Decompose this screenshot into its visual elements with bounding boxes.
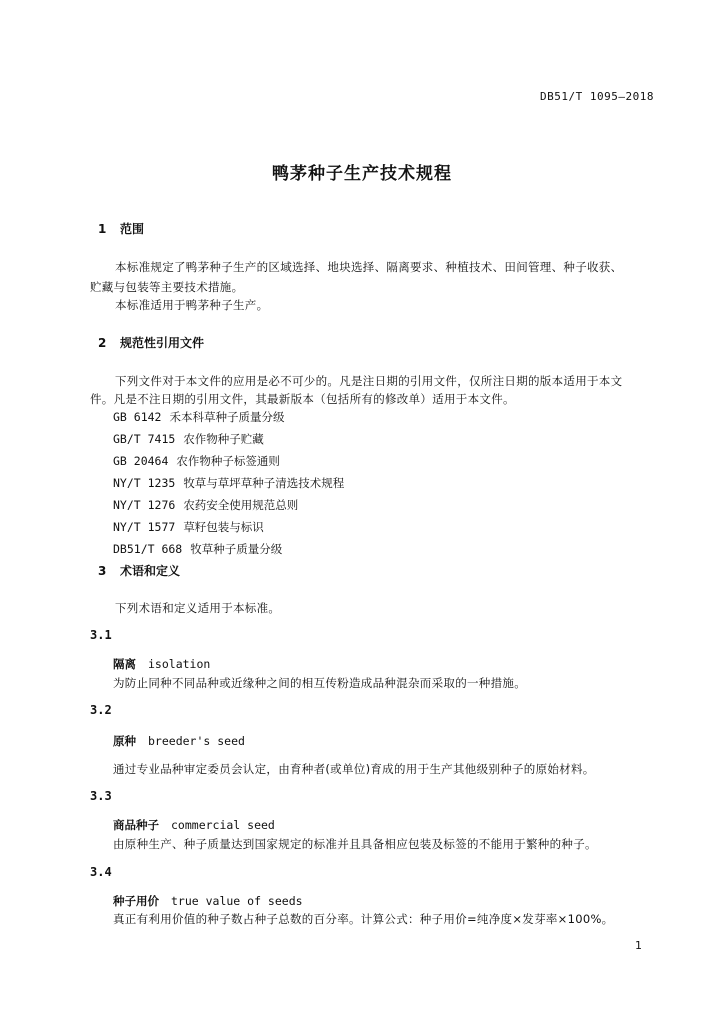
section-title: 规范性引用文件 — [120, 336, 205, 350]
term-number: 3.3 — [90, 789, 112, 803]
reference-name: 牧草与草坪草种子清选技术规程 — [183, 476, 345, 490]
document-title: 鸭茅种子生产技术规程 — [272, 164, 452, 184]
standard-code: DB51/T 1095—2018 — [540, 90, 654, 103]
term-english: true value of seeds — [171, 894, 303, 908]
section-1-paragraph-1-line-2: 贮藏与包装等主要技术措施。 — [90, 280, 244, 294]
reference-item — [113, 431, 264, 447]
term-english: isolation — [148, 657, 211, 671]
term-chinese: 种子用价 — [113, 894, 159, 908]
reference-item — [113, 475, 344, 491]
section-1-paragraph-2: 本标准适用于鸭茅种子生产。 — [115, 298, 269, 312]
reference-name: 农作物种子贮藏 — [183, 432, 264, 446]
term-definition: 为防止同种不同品种或近缘种之间的相互传粉造成品种混杂而采取的一种措施。 — [113, 676, 526, 690]
reference-code: GB 6142 — [113, 410, 162, 424]
reference-name: 禾本科草种子质量分级 — [169, 410, 285, 424]
reference-item — [113, 409, 284, 425]
reference-code: GB 20464 — [113, 454, 169, 468]
term-number: 3.1 — [90, 628, 112, 642]
term-english: commercial seed — [171, 818, 275, 832]
reference-name: 牧草种子质量分级 — [190, 542, 283, 556]
reference-name: 草籽包装与标识 — [183, 520, 264, 534]
section-2-paragraph-line-2: 件。凡是不注日期的引用文件，其最新版本（包括所有的修改单）适用于本文件。 — [90, 392, 515, 406]
reference-code: NY/T 1276 — [113, 498, 176, 512]
section-number: 2 — [98, 336, 107, 350]
section-number: 3 — [98, 564, 107, 578]
section-3-heading — [98, 562, 180, 579]
section-2-heading — [98, 334, 204, 351]
reference-code: DB51/T 668 — [113, 542, 183, 556]
reference-item — [113, 497, 298, 513]
term-definition: 通过专业品种审定委员会认定，由育种者(或单位)育成的用于生产其他级别种子的原始材料。 — [113, 762, 595, 776]
term-english: breeder's seed — [148, 734, 245, 748]
section-1-paragraph-1-line-1: 本标准规定了鸭茅种子生产的区域选择、地块选择、隔离要求、种植技术、田间管理、种子收获、 — [115, 260, 623, 274]
reference-code: NY/T 1235 — [113, 476, 176, 490]
reference-code: NY/T 1577 — [113, 520, 176, 534]
term-heading — [113, 733, 245, 749]
term-definition: 真正有利用价值的种子数占种子总数的百分率。计算公式：种子用价=纯净度×发芽率×100%。 — [113, 912, 614, 926]
section-2-paragraph-line-1: 下列文件对于本文件的应用是必不可少的。凡是注日期的引用文件，仅所注日期的版本适用于本文 — [115, 374, 623, 388]
section-3-intro: 下列术语和定义适用于本标准。 — [115, 601, 281, 615]
section-1-heading — [98, 220, 144, 237]
reference-item — [113, 541, 282, 557]
term-definition: 由原种生产、种子质量达到国家规定的标准并且具备相应包装及标签的不能用于繁种的种子。 — [113, 837, 597, 851]
section-number: 1 — [98, 222, 107, 236]
term-chinese: 商品种子 — [113, 818, 159, 832]
term-number: 3.2 — [90, 703, 112, 717]
section-title: 范围 — [120, 222, 145, 236]
page-number: 1 — [635, 939, 642, 952]
reference-item — [113, 519, 264, 535]
reference-name: 农作物种子标签通则 — [176, 454, 280, 468]
term-heading — [113, 817, 275, 833]
term-chinese: 原种 — [113, 734, 136, 748]
term-chinese: 隔离 — [113, 657, 136, 671]
reference-item — [113, 453, 280, 469]
reference-code: GB/T 7415 — [113, 432, 176, 446]
term-heading — [113, 656, 210, 672]
term-number: 3.4 — [90, 865, 112, 879]
term-heading — [113, 893, 303, 909]
section-title: 术语和定义 — [120, 564, 181, 578]
reference-name: 农药安全使用规范总则 — [183, 498, 299, 512]
